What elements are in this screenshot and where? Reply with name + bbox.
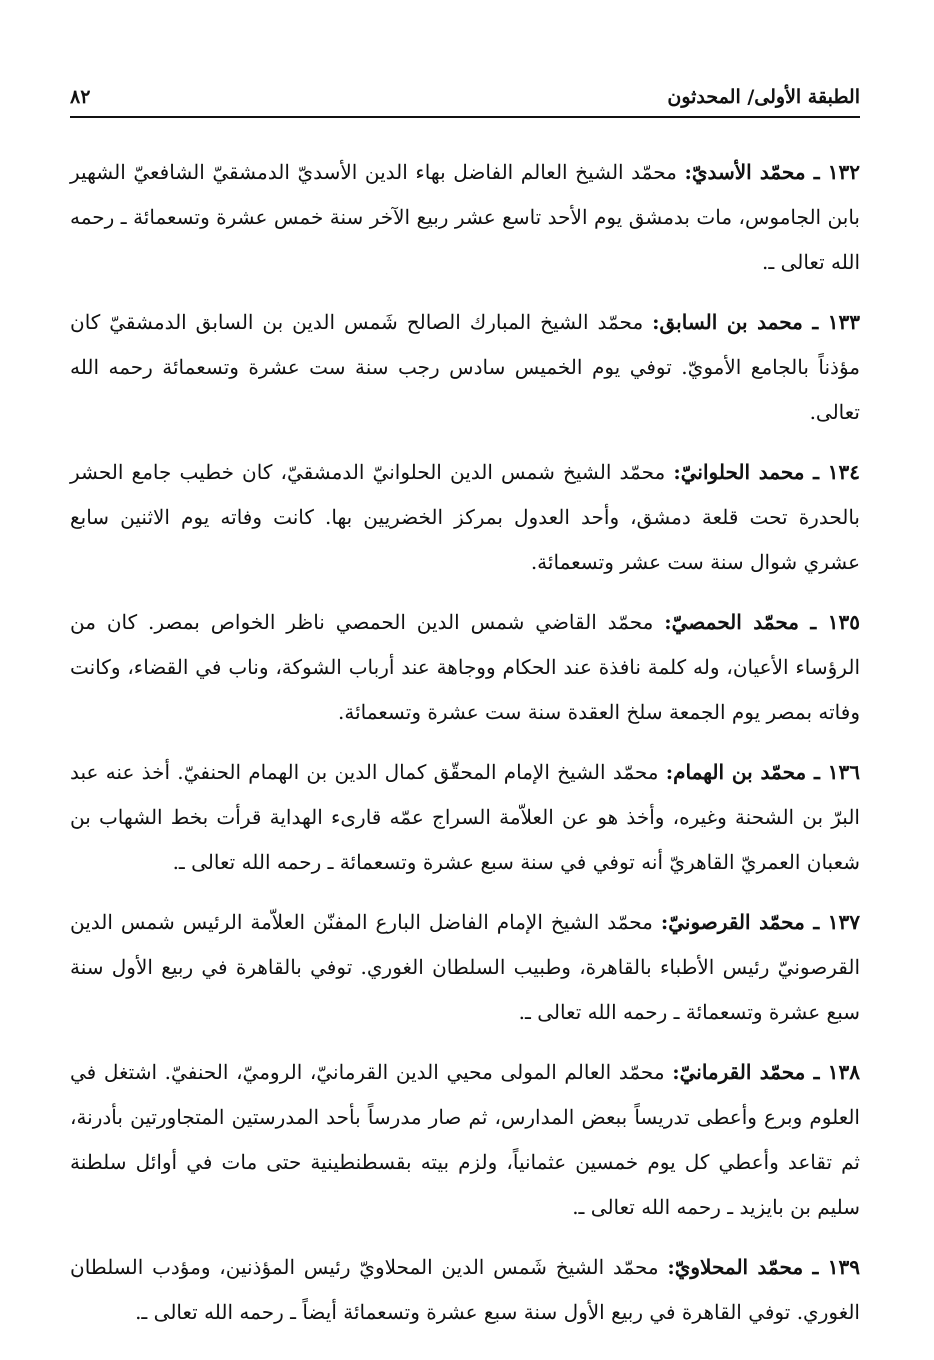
entry-heading: ١٣٩ ـ محمّد المحلاويّ: [667, 1255, 860, 1279]
page-header [70, 82, 860, 118]
entry-text: محمّد الشيخ الإمام الفاضل البارع المفنّن العلاّمة الرئيس شمس الدين القرصونيّ رئيس الأطباء بالقاهرة، وطبيب السلطان الغوري. توفي بالقاهرة في ربيع الأول سنة سبع عشرة وتسعمائة ـ رحمه الله تعالى ـ. [70, 910, 860, 1024]
entry-text: محمّد الشيخ المبارك الصالح شَمس الدين بن السابق الدمشقيّ كان مؤذناً بالجامع الأمويّ. توفي يوم الخميس سادس رجب سنة ست عشرة وتسعمائة رحمه الله تعالى. [70, 310, 861, 424]
entry-136 [70, 750, 860, 885]
entry-text: محمّد الشيخ العالم الفاضل بهاء الدين الأسديّ الدمشقيّ الشافعيّ الشهير بابن الجاموس، مات بدمشق يوم الأحد تاسع عشر ربيع الآخر سنة خمس عشرة وتسعمائة ـ رحمه الله تعالى ـ. [70, 160, 860, 274]
entry-heading: ١٣٢ ـ محمّد الأسديّ: [684, 160, 860, 184]
entry-135 [70, 600, 860, 735]
entry-134 [70, 450, 860, 585]
entry-132 [70, 150, 860, 285]
entry-heading: ١٣٨ ـ محمّد القرمانيّ: [672, 1060, 860, 1084]
entry-text: محمّد الشيخ شَمس الدين المحلاويّ رئيس المؤذنين، ومؤدب السلطان الغوري. توفي القاهرة في ربيع الأول سنة سبع عشرة وتسعمائة أيضاً ـ رحمه الله تعالى ـ. [70, 1255, 860, 1324]
entry-text: محمّد الشيخ شمس الدين الحلوانيّ الدمشقيّ، كان خطيب جامع الحشر بالحدرة تحت قلعة دمشق، وأحد العدول بمركز الخضريين بها. كانت وفاته يوم الاثنين سابع عشري شوال سنة ست عشر وتسعمائة. [70, 460, 860, 574]
running-title: الطبقة الأولى/ المحدثون [667, 86, 860, 108]
entry-137 [70, 900, 860, 1035]
entry-heading: ١٣٤ ـ محمد الحلوانيّ: [673, 460, 861, 484]
entry-133 [70, 300, 860, 435]
entry-text: محمّد القاضي شمس الدين الحمصي ناظر الخواص بمصر. كان من الرؤساء الأعيان، وله كلمة نافذة عند الحكام ووجاهة عند أرباب الشوكة، وناب في القضاء، وكانت وفاته بمصر يوم الجمعة سلخ العقدة سنة ست عشرة وتسعمائة. [70, 610, 860, 724]
entry-138 [70, 1050, 860, 1230]
entry-heading: ١٣٦ ـ محمّد بن الهمام: [665, 760, 860, 784]
entry-heading: ١٣٧ ـ محمّد القرصونيّ: [660, 910, 860, 934]
entry-text: محمّد العالم المولى محيي الدين القرمانيّ، الروميّ، الحنفيّ. اشتغل في العلوم وبرع وأعطى تدريساً ببعض المدارس، ثم صار مدرساً بأحد المدرستين المتجاورتين بأدرنة، ثم تقاعد وأعطي كل يوم خمسين عثمانياً، ولزم بيته بقسطنطينية حتى مات في أوائل سلطنة سليم بن بايزيد ـ رحمه الله تعالى ـ. [70, 1060, 860, 1219]
entry-heading: ١٣٣ ـ محمد بن السابق: [652, 310, 860, 334]
entry-139 [70, 1245, 860, 1335]
entry-text: محمّد الشيخ الإمام المحقّق كمال الدين بن الهمام الحنفيّ. أخذ عنه عبد البرّ بن الشحنة وغيره، وأخذ هو عن العلاّمة السراج عمّه قارىء الهداية قرأت بخط الشهاب بن شعبان العمريّ القاهريّ أنه توفي في سنة سبع عشرة وتسعمائة ـ رحمه الله تعالى ـ. [70, 760, 860, 874]
entry-heading: ١٣٥ ـ محمّد الحمصيّ: [664, 610, 861, 634]
biography-entries [70, 150, 860, 1350]
page-number: ٨٢ [70, 86, 91, 108]
